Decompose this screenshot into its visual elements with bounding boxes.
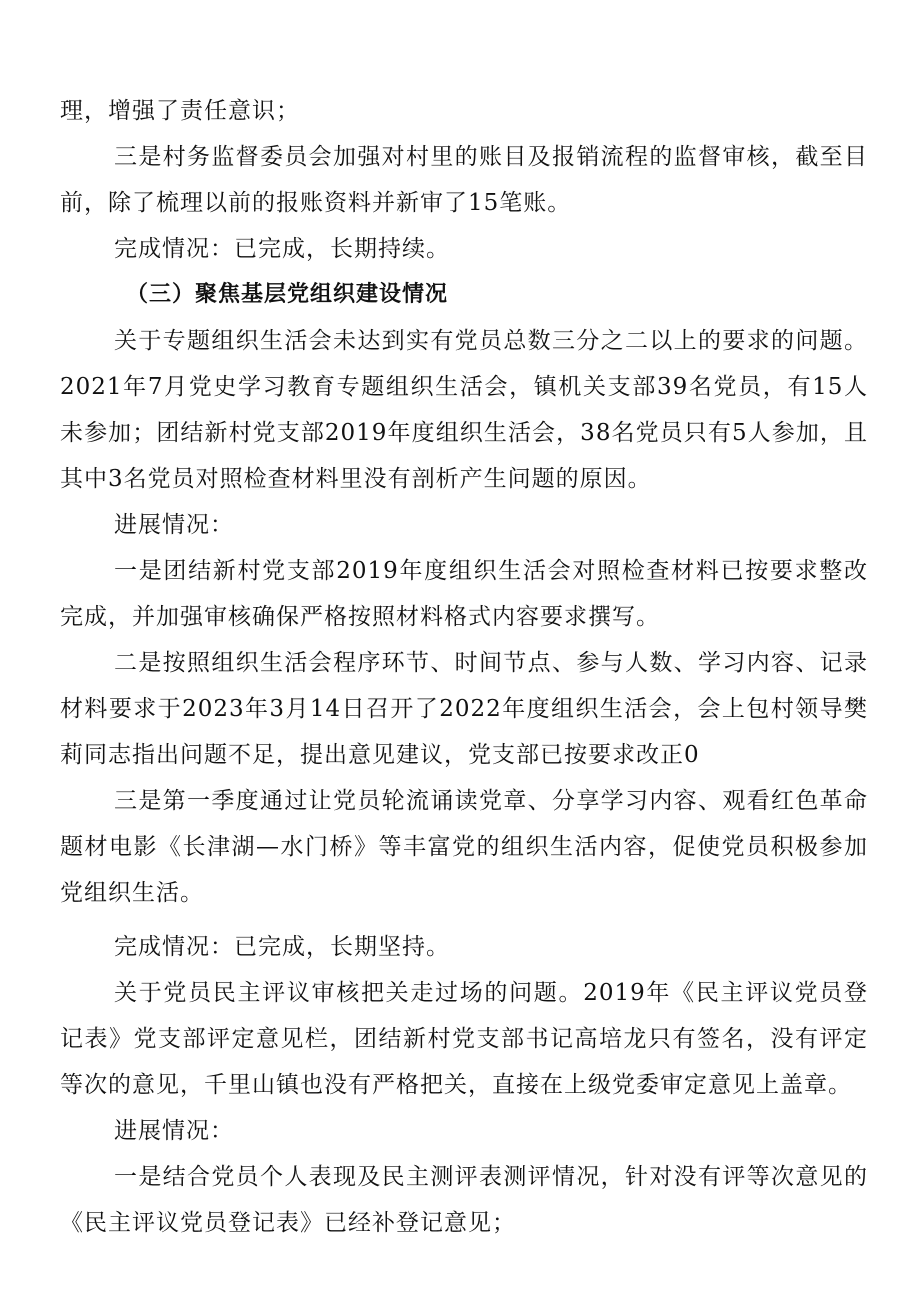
document-body [60,88,868,1246]
paragraph-progress-label: 进展情况： [114,1118,234,1144]
paragraph-issue: 关于专题组织生活会未达到实有党员总数三分之二以上的要求的问题。2021年7月党史学习教育专题组织生活会，镇机关支部39名党员，有15人未参加；团结新村党支部2019年度组织生活会，38名党员只有5人参加，且其中3名党员对照检查材料里没有剖析产生问题的原因。 [60,328,868,492]
paragraph-item-3: 三是村务监督委员会加强对村里的账目及报销流程的监督审核，截至目前，除了梳理以前的报账资料并新审了15笔账。 [60,144,868,216]
section-heading: （三）聚焦基层党组织建设情况 [126,282,449,307]
paragraph-item-1: 一是团结新村党支部2019年度组织生活会对照检查材料已按要求整改完成，并加强审核确保严格按照材料格式内容要求撰写。 [60,558,868,630]
paragraph-issue: 关于党员民主评议审核把关走过场的问题。2019年《民主评议党员登记表》党支部评定意见栏，团结新村党支部书记高培龙只有签名，没有评定等次的意见，千里山镇也没有严格把关，直接在上级党委审定意见上盖章。 [60,980,868,1098]
paragraph-completion-status: 完成情况：已完成，长期坚持。 [114,934,450,960]
paragraph-item-2: 二是按照组织生活会程序环节、时间节点、参与人数、学习内容、记录材料要求于2023年3月14日召开了2022年度组织生活会，会上包村领导樊莉同志指出问题不足，提出意见建议，党支部已按要求改正0 [60,650,868,768]
paragraph-continuation: 理，增强了责任意识； [60,98,300,124]
paragraph-progress-label: 进展情况： [114,512,234,538]
paragraph-completion-status: 完成情况：已完成，长期持续。 [114,236,450,262]
paragraph-item-1: 一是结合党员个人表现及民主测评表测评情况，针对没有评等次意见的《民主评议党员登记表》已经补登记意见； [60,1164,868,1236]
paragraph-item-3: 三是第一季度通过让党员轮流诵读党章、分享学习内容、观看红色革命题材电影《长津湖—水门桥》等丰富党的组织生活内容，促使党员积极参加党组织生活。 [60,788,868,906]
